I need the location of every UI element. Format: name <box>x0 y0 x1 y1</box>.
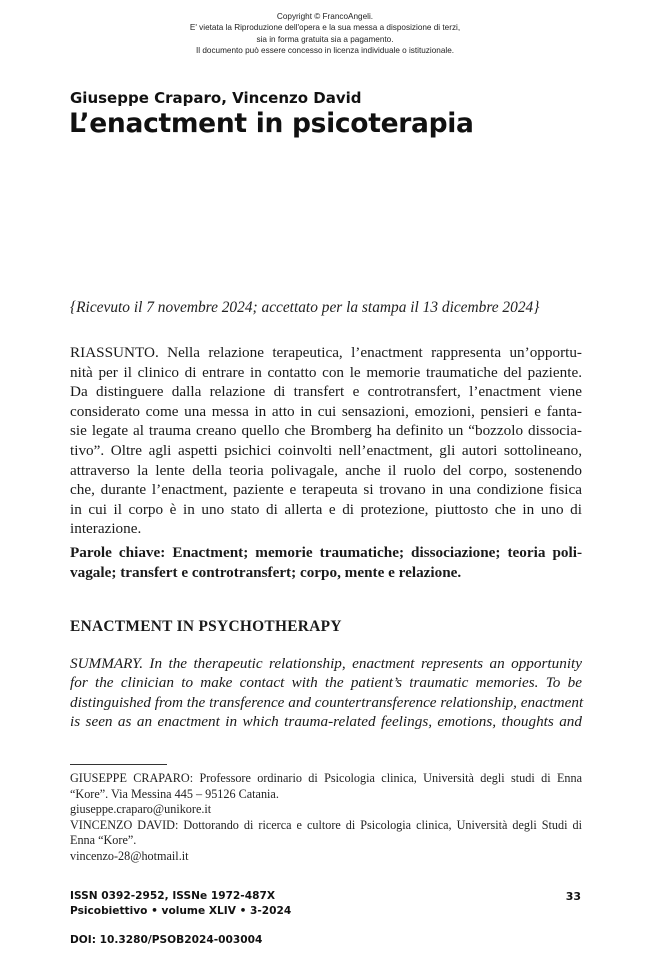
author-email[interactable]: giuseppe.craparo@unikore.it <box>70 802 212 817</box>
affiliation-line: “Kore”. Via Messina 445 – 95126 Catania. <box>70 786 279 801</box>
abstract-line: RIASSUNTO. Nella relazione terapeutica, l’enactment rappresenta un’opportu- <box>70 344 582 361</box>
copyright-notice <box>0 11 650 57</box>
english-title: ENACTMENT IN PSYCHOTHERAPY <box>70 618 342 635</box>
page-number: 33 <box>565 890 581 903</box>
affiliation-line: Enna “Kore”. <box>70 833 137 848</box>
abstract-line: sie legate al trauma creano quello che Bromberg ha definito un “bozzolo dissocia- <box>70 422 582 440</box>
summary-line: is seen as an enactment in which trauma-related feelings, emotions, thoughts and <box>70 712 582 730</box>
abstract-line: Da distinguere dalla relazione di transfert e controtransfert, l’enactment viene <box>70 383 582 401</box>
issn: ISSN 0392-2952, ISSNe 1972-487X <box>70 890 275 902</box>
received-date-note: {Ricevuto il 7 novembre 2024; accettato per la stampa il 13 dicembre 2024} <box>70 299 540 316</box>
affiliation-line: GIUSEPPE CRAPARO: Professore ordinario di Psicologia clinica, Università degli studi di Enna <box>70 771 582 785</box>
keywords-line: vagale; transfert e controtransfert; corpo, mente e relazione. <box>70 563 462 581</box>
summary-line: SUMMARY. In the therapeutic relationship, enactment represents an opportunity <box>70 655 582 672</box>
author-email[interactable]: vincenzo-28@hotmail.it <box>70 848 189 863</box>
article-authors: Giuseppe Craparo, Vincenzo David <box>70 89 362 107</box>
affiliation-line: VINCENZO DAVID: Dottorando di ricerca e cultore di Psicologia clinica, Università degli Studi di <box>70 817 582 832</box>
abstract-line: in cui il corpo è in uno stato di allerta e di protezione, piuttosto che in uno di <box>70 500 582 518</box>
summary-line: distinguished from the transference and countertransference relationship, enactment <box>70 693 584 711</box>
copyright-line: E' vietata la Riproduzione dell'opera e la sua messa a disposizione di terzi, <box>189 23 461 33</box>
abstract-line: attraverso la lente della teoria polivagale, anche il ruolo del corpo, sostenendo <box>70 461 582 479</box>
keywords <box>70 543 582 582</box>
abstract-line: interazione. <box>70 520 142 538</box>
abstract-line: che, durante l’enactment, paziente e terapeuta si trovano in una condizione fisica <box>70 481 582 499</box>
abstract-italian <box>70 343 582 539</box>
doi[interactable]: DOI: 10.3280/PSOB2024-003004 <box>70 934 263 946</box>
abstract-line: tivo”. Oltre agli aspetti psichici coinvolti nell’enactment, gli autori sottolineano, <box>70 441 582 459</box>
author-affiliations <box>70 771 582 865</box>
abstract-line: considerato come una messa in atto in cui sensazioni, emozioni, pensieri e fanta- <box>70 402 582 420</box>
footnote-divider <box>70 764 167 765</box>
summary-english <box>70 654 582 731</box>
abstract-line: nità per il clinico di entrare in contatto con le memorie traumatiche del paziente. <box>70 363 582 381</box>
summary-line: for the clinician to make contact with the patient’s traumatic memories. To be <box>70 674 582 692</box>
copyright-line: Il documento può essere concesso in licenza individuale o istituzionale. <box>195 46 455 56</box>
copyright-line: Copyright © FrancoAngeli. <box>276 12 374 21</box>
keywords-line: Parole chiave: Enactment; memorie traumatiche; dissociazione; teoria poli- <box>70 544 582 561</box>
copyright-line: sia in forma gratuita sia a pagamento. <box>256 34 394 44</box>
journal-volume: Psicobiettivo • volume XLIV • 3-2024 <box>70 905 292 917</box>
article-title: L’enactment in psicoterapia <box>69 108 474 139</box>
